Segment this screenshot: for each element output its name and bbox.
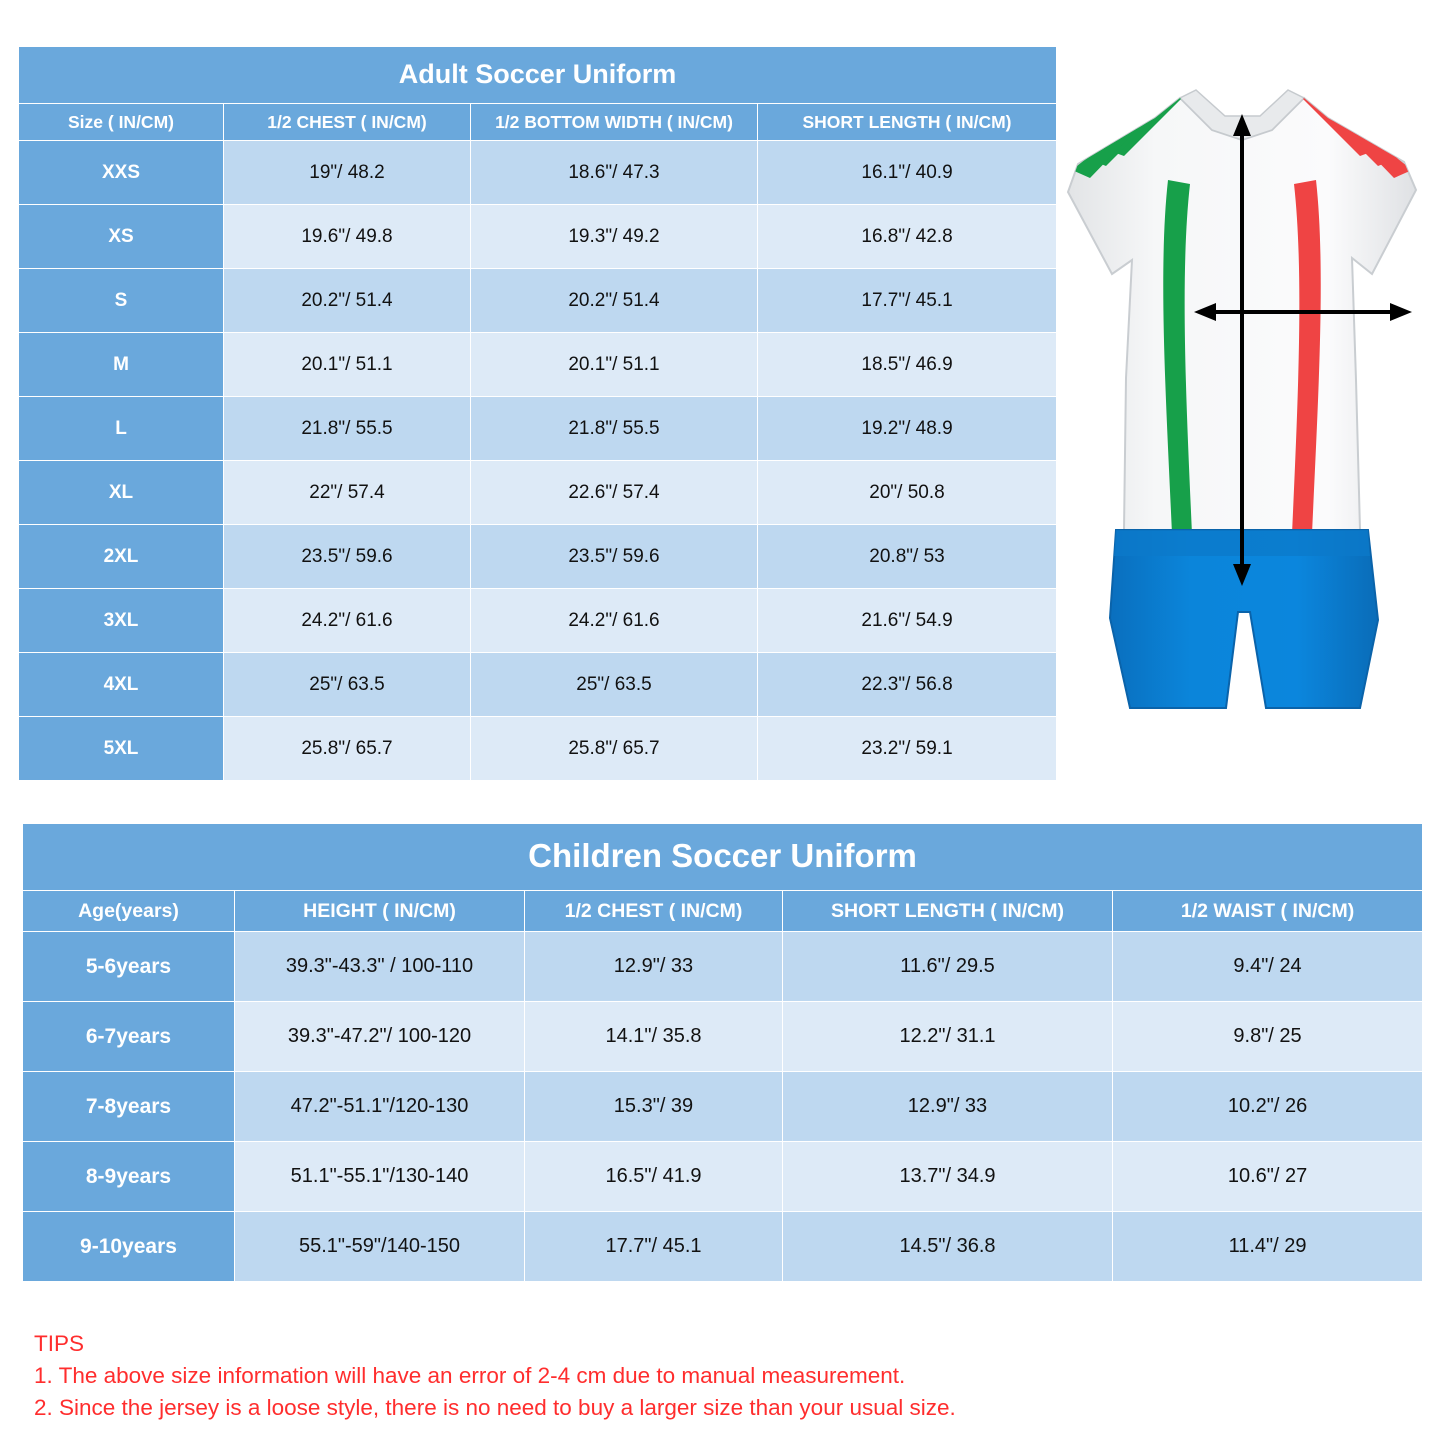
children-short-value: 12.2"/ 31.1	[783, 1002, 1113, 1072]
adult-bottom-value: 20.2"/ 51.4	[471, 269, 758, 333]
table-row	[23, 932, 1423, 1002]
children-header-age: Age(years)	[23, 891, 235, 932]
children-table-title-row	[23, 824, 1423, 891]
children-waist-value: 10.2"/ 26	[1113, 1072, 1423, 1142]
adult-short-value: 19.2"/ 48.9	[758, 397, 1057, 461]
children-waist-value: 11.4"/ 29	[1113, 1212, 1423, 1282]
tips-line-2: 2. Since the jersey is a loose style, there is no need to buy a larger size than your usual size.	[34, 1394, 956, 1420]
children-age-label: 6-7years	[23, 1002, 235, 1072]
adult-size-table-wrapper	[18, 46, 1056, 781]
children-age-label: 5-6years	[23, 932, 235, 1002]
adult-chest-value: 22"/ 57.4	[224, 461, 471, 525]
adult-bottom-value: 25"/ 63.5	[471, 653, 758, 717]
adult-header-chest: 1/2 CHEST ( IN/CM)	[224, 104, 471, 141]
table-row	[23, 1212, 1423, 1282]
table-row	[23, 1072, 1423, 1142]
table-row	[23, 1002, 1423, 1072]
adult-size-label: L	[19, 397, 224, 461]
children-size-table-wrapper	[22, 823, 1422, 1282]
children-height-value: 47.2"-51.1"/120-130	[235, 1072, 525, 1142]
children-chest-value: 16.5"/ 41.9	[525, 1142, 783, 1212]
adult-chest-value: 25.8"/ 65.7	[224, 717, 471, 781]
children-height-value: 51.1"-55.1"/130-140	[235, 1142, 525, 1212]
children-header-chest: 1/2 CHEST ( IN/CM)	[525, 891, 783, 932]
adult-chest-value: 24.2"/ 61.6	[224, 589, 471, 653]
children-age-label: 9-10years	[23, 1212, 235, 1282]
table-row	[23, 1142, 1423, 1212]
adult-bottom-value: 21.8"/ 55.5	[471, 397, 758, 461]
children-waist-value: 9.8"/ 25	[1113, 1002, 1423, 1072]
adult-bottom-value: 22.6"/ 57.4	[471, 461, 758, 525]
adult-chest-value: 25"/ 63.5	[224, 653, 471, 717]
adult-header-size: Size ( IN/CM)	[19, 104, 224, 141]
table-row	[19, 269, 1057, 333]
adult-chest-value: 21.8"/ 55.5	[224, 397, 471, 461]
adult-bottom-value: 18.6"/ 47.3	[471, 141, 758, 205]
adult-size-label: XXS	[19, 141, 224, 205]
children-short-value: 13.7"/ 34.9	[783, 1142, 1113, 1212]
adult-header-short-length: SHORT LENGTH ( IN/CM)	[758, 104, 1057, 141]
tips-line-1: 1. The above size information will have an error of 2-4 cm due to manual measurement.	[34, 1362, 906, 1388]
children-short-value: 11.6"/ 29.5	[783, 932, 1113, 1002]
table-row	[19, 141, 1057, 205]
adult-size-label: 3XL	[19, 589, 224, 653]
children-table-title: Children Soccer Uniform	[23, 824, 1423, 891]
adult-header-bottom-width: 1/2 BOTTOM WIDTH ( IN/CM)	[471, 104, 758, 141]
adult-size-label: S	[19, 269, 224, 333]
table-row	[19, 653, 1057, 717]
children-height-value: 39.3"-47.2"/ 100-120	[235, 1002, 525, 1072]
children-height-value: 55.1"-59"/140-150	[235, 1212, 525, 1282]
adult-bottom-value: 25.8"/ 65.7	[471, 717, 758, 781]
tips-heading: TIPS	[34, 1331, 85, 1356]
children-short-value: 14.5"/ 36.8	[783, 1212, 1113, 1282]
adult-table-title-row	[19, 47, 1057, 104]
adult-short-value: 23.2"/ 59.1	[758, 717, 1057, 781]
adult-short-value: 20"/ 50.8	[758, 461, 1057, 525]
adult-size-table	[18, 46, 1057, 781]
children-size-table	[22, 823, 1423, 1282]
table-row	[19, 461, 1057, 525]
children-chest-value: 17.7"/ 45.1	[525, 1212, 783, 1282]
adult-bottom-value: 19.3"/ 49.2	[471, 205, 758, 269]
adult-size-label: 5XL	[19, 717, 224, 781]
children-table-header-row	[23, 891, 1423, 932]
children-chest-value: 14.1"/ 35.8	[525, 1002, 783, 1072]
children-age-label: 8-9years	[23, 1142, 235, 1212]
adult-short-value: 20.8"/ 53	[758, 525, 1057, 589]
table-row	[19, 717, 1057, 781]
adult-size-label: 4XL	[19, 653, 224, 717]
table-row	[19, 525, 1057, 589]
adult-short-value: 16.1"/ 40.9	[758, 141, 1057, 205]
adult-size-label: M	[19, 333, 224, 397]
children-chest-value: 15.3"/ 39	[525, 1072, 783, 1142]
adult-size-label: XL	[19, 461, 224, 525]
adult-short-value: 21.6"/ 54.9	[758, 589, 1057, 653]
adult-table-title: Adult Soccer Uniform	[19, 47, 1057, 104]
adult-short-value: 17.7"/ 45.1	[758, 269, 1057, 333]
adult-bottom-value: 24.2"/ 61.6	[471, 589, 758, 653]
adult-chest-value: 19.6"/ 49.8	[224, 205, 471, 269]
adult-bottom-value: 20.1"/ 51.1	[471, 333, 758, 397]
adult-chest-value: 20.1"/ 51.1	[224, 333, 471, 397]
adult-size-label: XS	[19, 205, 224, 269]
adult-short-value: 16.8"/ 42.8	[758, 205, 1057, 269]
table-row	[19, 397, 1057, 461]
table-row	[19, 333, 1057, 397]
table-row	[19, 205, 1057, 269]
children-chest-value: 12.9"/ 33	[525, 932, 783, 1002]
adult-size-label: 2XL	[19, 525, 224, 589]
children-waist-value: 10.6"/ 27	[1113, 1142, 1423, 1212]
adult-bottom-value: 23.5"/ 59.6	[471, 525, 758, 589]
adult-chest-value: 23.5"/ 59.6	[224, 525, 471, 589]
children-header-waist: 1/2 WAIST ( IN/CM)	[1113, 891, 1423, 932]
adult-table-header-row	[19, 104, 1057, 141]
children-header-short-length: SHORT LENGTH ( IN/CM)	[783, 891, 1113, 932]
children-short-value: 12.9"/ 33	[783, 1072, 1113, 1142]
tips-block	[34, 1328, 1414, 1424]
soccer-uniform-illustration	[1060, 60, 1430, 750]
children-height-value: 39.3"-43.3" / 100-110	[235, 932, 525, 1002]
children-waist-value: 9.4"/ 24	[1113, 932, 1423, 1002]
children-header-height: HEIGHT ( IN/CM)	[235, 891, 525, 932]
children-age-label: 7-8years	[23, 1072, 235, 1142]
table-row	[19, 589, 1057, 653]
adult-short-value: 18.5"/ 46.9	[758, 333, 1057, 397]
adult-chest-value: 20.2"/ 51.4	[224, 269, 471, 333]
adult-chest-value: 19"/ 48.2	[224, 141, 471, 205]
adult-short-value: 22.3"/ 56.8	[758, 653, 1057, 717]
